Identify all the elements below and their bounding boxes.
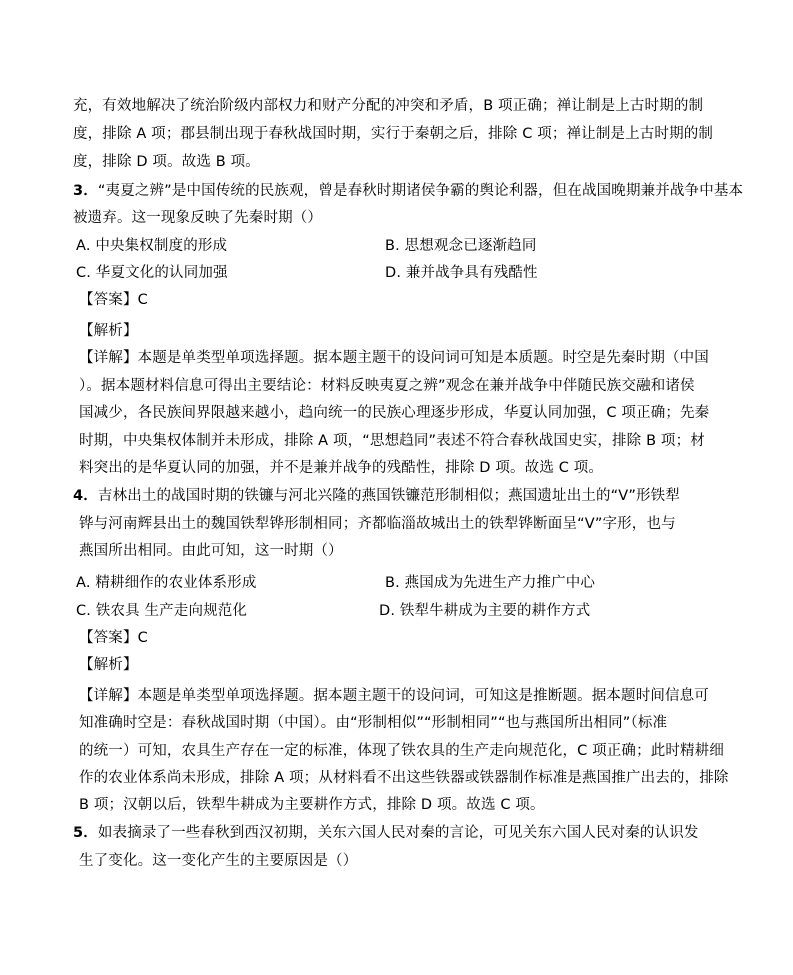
question-3-stem-text: “夷夏之辨”是中国传统的民族观，曾是春秋时期诸侯争霸的舆论利器，但在战国晚期兼并战争中基本 — [97, 183, 744, 199]
question-4-detail-line-5: B 项；汉朝以后，铁犁牛耕成为主要耕作方式，排除 D 项。故选 C 项。 — [79, 797, 545, 813]
question-4-answer: 【答案】C — [79, 630, 148, 646]
question-3-detail-line-1: 【详解】本题是单类型单项选择题。据本题主题干的设问词可知是本质题。时空是先秦时期（中国 — [79, 350, 709, 366]
question-5-number: 5． — [73, 825, 98, 841]
question-3-stem-line-1 — [73, 181, 743, 201]
question-3-analysis-label: 【解析】 — [79, 323, 138, 339]
question-4-number: 4． — [73, 488, 98, 504]
prev-detail-line-1: 充，有效地解决了统治阶级内部权力和财产分配的冲突和矛盾，B 项正确；禅让制是上古时期的制 — [73, 98, 704, 114]
question-4-option-a: A. 精耕细作的农业体系形成 — [76, 575, 257, 591]
question-3-option-b: B. 思想观念已逐渐趋同 — [385, 238, 537, 254]
question-4-analysis-label: 【解析】 — [79, 657, 138, 673]
question-4-stem-line-2: 铧与河南辉县出土的魏国铁犁铧形制相同；齐都临淄故城出土的铁犁铧断面呈“V”字形，也与 — [79, 516, 676, 532]
question-3-detail-line-4: 时期，中央集权体制并未形成，排除 A 项，“思想趋同”表述不符合春秋战国史实，排除 B 项；材 — [79, 433, 705, 449]
question-3-answer: 【答案】C — [79, 292, 148, 308]
question-4-stem-line-1 — [73, 486, 680, 506]
question-5-stem-line-2: 生了变化。这一变化产生的主要原因是（） — [79, 853, 358, 869]
question-4-detail-line-2: 知准确时空是：春秋战国时期（中国）。由“形制相似”“形制相同”“也与燕国所出相同”（标准 — [79, 715, 668, 731]
question-4-stem-line-3: 燕国所出相同。由此可知，这一时期（） — [79, 543, 343, 559]
question-3-detail-line-2: ）。据本题材料信息可得出主要结论：材料反映夷夏之辨”观念在兼并战争中伴随民族交融和诸侯 — [79, 378, 695, 394]
question-4-stem-text: 吉林出土的战国时期的铁镰与河北兴隆的燕国铁镰范形制相似；燕国遗址出土的“V”形铁犁 — [97, 488, 680, 504]
question-3-stem-line-2: 被遗弃。这一现象反映了先秦时期（） — [73, 210, 323, 226]
prev-detail-line-2: 度，排除 A 项；郡县制出现于春秋战国时期，实行于秦朝之后，排除 C 项；禅让制是上古时期的制 — [73, 126, 714, 142]
question-3-option-c: C. 华夏文化的认同加强 — [76, 265, 228, 281]
prev-detail-line-3: 度，排除 D 项。故选 B 项。 — [73, 154, 260, 170]
question-3-number: 3． — [73, 183, 98, 199]
question-4-detail-line-3: 的统一）可知，农具生产存在一定的标准，体现了铁农具的生产走向规范化，C 项正确；此时精耕细 — [79, 743, 724, 759]
question-5-stem-line-1 — [73, 823, 699, 843]
question-5-stem-text: 如表摘录了一些春秋到西汉初期，关东六国人民对秦的言论，可见关东六国人民对秦的认识发 — [97, 825, 699, 841]
question-4-option-d: D. 铁犁牛耕成为主要的耕作方式 — [379, 603, 591, 619]
question-4-detail-line-4: 作的农业体系尚未形成，排除 A 项；从材料看不出这些铁器或铁器制作标准是燕国推广出去的，排除 — [79, 770, 729, 786]
question-3-detail-line-5: 料突出的是华夏认同的加强，并不是兼并战争的残酷性，排除 D 项。故选 C 项。 — [79, 460, 604, 476]
question-4-option-b: B. 燕国成为先进生产力推广中心 — [385, 575, 596, 591]
question-3-detail-line-3: 国减少，各民族间界限越来越小，趋向统一的民族心理逐步形成，华夏认同加强，C 项正确；先秦 — [79, 405, 710, 421]
question-3-option-a: A. 中央集权制度的形成 — [76, 238, 228, 254]
question-4-option-c: C. 铁农具 生产走向规范化 — [76, 603, 248, 619]
question-3-option-d: D. 兼并战争具有残酷性 — [385, 265, 538, 281]
question-4-detail-line-1: 【详解】本题是单类型单项选择题。据本题主题干的设问词，可知这是推断题。据本题时间信息可 — [79, 688, 709, 704]
